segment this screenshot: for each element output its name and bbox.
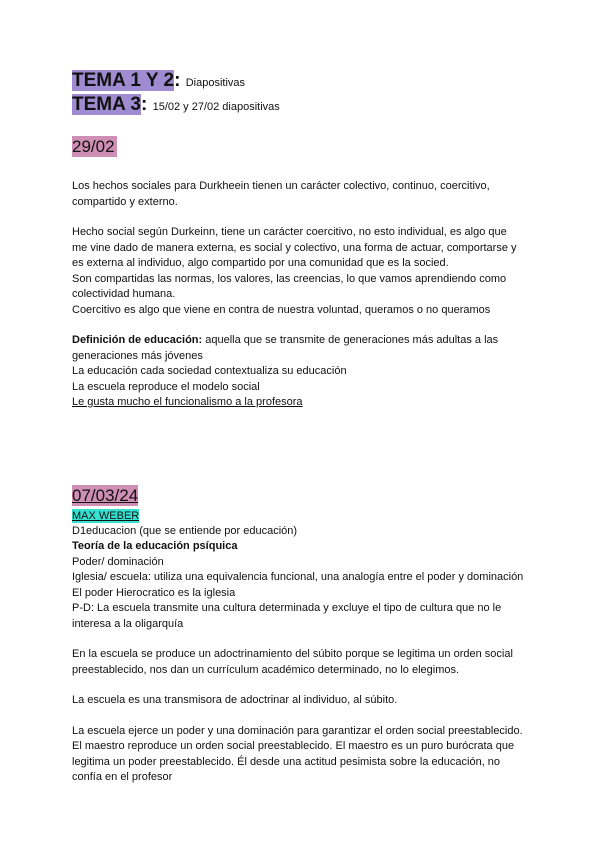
tema-3-note: 15/02 y 27/02 diapositivas bbox=[152, 101, 280, 113]
definition-text: aquella que se transmite de generaciones más adultas a las bbox=[202, 334, 499, 346]
paragraph bbox=[72, 333, 532, 411]
text-line: confía en el profesor bbox=[72, 771, 173, 783]
paragraph bbox=[72, 724, 532, 786]
text-line: La educación cada sociedad contextualiza su educación bbox=[72, 365, 347, 377]
tema-3-colon: : bbox=[140, 94, 148, 115]
date-heading-29-02: 29/02 bbox=[72, 137, 115, 156]
text-line: El maestro reproduce un orden social preestablecido. El maestro es un puro burócrata que bbox=[72, 740, 515, 752]
text-line: La escuela ejerce un poder y una dominación para garantizar el orden social preestablecido. bbox=[72, 724, 523, 737]
paragraph bbox=[72, 693, 532, 709]
text-line: preestablecido, nos dan un currículum académico determinado, no lo elegimos. bbox=[72, 663, 460, 676]
tema-3-label: TEMA 3 bbox=[72, 94, 141, 115]
text-line: Hecho social según Durkeinn, tiene un carácter coercitivo, no esto individual, es algo que bbox=[72, 226, 507, 238]
text-line: P-D: La escuela transmite una cultura determinada y excluye el tipo de cultura que no le bbox=[72, 602, 502, 614]
text-line: me vine dado de manera externa, es social y colectivo, una forma de actuar, comportarse y bbox=[72, 241, 517, 254]
text-line: legitima un poder preestablecido. Él desde una actitud pesimista sobre la educación, no bbox=[72, 755, 501, 768]
text-line: La escuela es una transmisora de adoctrinar al individuo, al súbito. bbox=[72, 694, 398, 706]
document-page bbox=[72, 70, 532, 786]
definition-line bbox=[72, 333, 532, 349]
max-weber-label: MAX WEBER bbox=[72, 509, 140, 522]
text-line: interesa a la oligarquía bbox=[72, 617, 184, 630]
text-line: Coercitivo es algo que viene en contra de nuestra voluntad, queramos o no queramos bbox=[72, 303, 491, 316]
text-line: Iglesia/ escuela: utiliza una equivalencia funcional, una analogía entre el poder y dominación bbox=[72, 571, 524, 583]
text-line: generaciones más jóvenes bbox=[72, 349, 203, 362]
date-heading-07-03-24: 07/03/24 bbox=[72, 485, 139, 505]
tema-1-2-note: Diapositivas bbox=[185, 77, 246, 89]
heading-tema-3 bbox=[72, 94, 532, 118]
paragraph bbox=[72, 647, 532, 678]
text-line: compartido y externo. bbox=[72, 195, 178, 208]
paragraph bbox=[72, 179, 532, 210]
text-line: En la escuela se produce un adoctrinamiento del súbito porque se legitima un orden social bbox=[72, 648, 513, 660]
heading-tema-1-2 bbox=[72, 70, 532, 94]
bold-line: Teoría de la educación psíquica bbox=[72, 540, 238, 552]
underlined-line: Le gusta mucho el funcionalismo a la profesora bbox=[72, 396, 303, 408]
definition-label: Definición de educación: bbox=[72, 334, 203, 346]
text-line: Los hechos sociales para Durkheein tienen un carácter colectivo, continuo, coercitivo, bbox=[72, 180, 490, 192]
text-line: es externa al individuo, algo compartido por una comunidad que es la socied. bbox=[72, 257, 449, 269]
paragraph bbox=[72, 225, 532, 318]
text-line: El poder Hierocratico es la iglesia bbox=[72, 586, 236, 599]
tema-1-2-label: TEMA 1 Y 2 bbox=[72, 70, 175, 91]
text-line: colectividad humana. bbox=[72, 288, 176, 300]
text-line: Son compartidas las normas, los valores, las creencias, lo que vamos aprendiendo como bbox=[72, 272, 507, 285]
tema-1-2-colon: : bbox=[174, 70, 181, 91]
text-line: La escuela reproduce el modelo social bbox=[72, 380, 260, 393]
text-line: D1educacion (que se entiende por educación) bbox=[72, 524, 298, 537]
text-line: Poder/ dominación bbox=[72, 555, 164, 568]
paragraph bbox=[72, 524, 532, 633]
